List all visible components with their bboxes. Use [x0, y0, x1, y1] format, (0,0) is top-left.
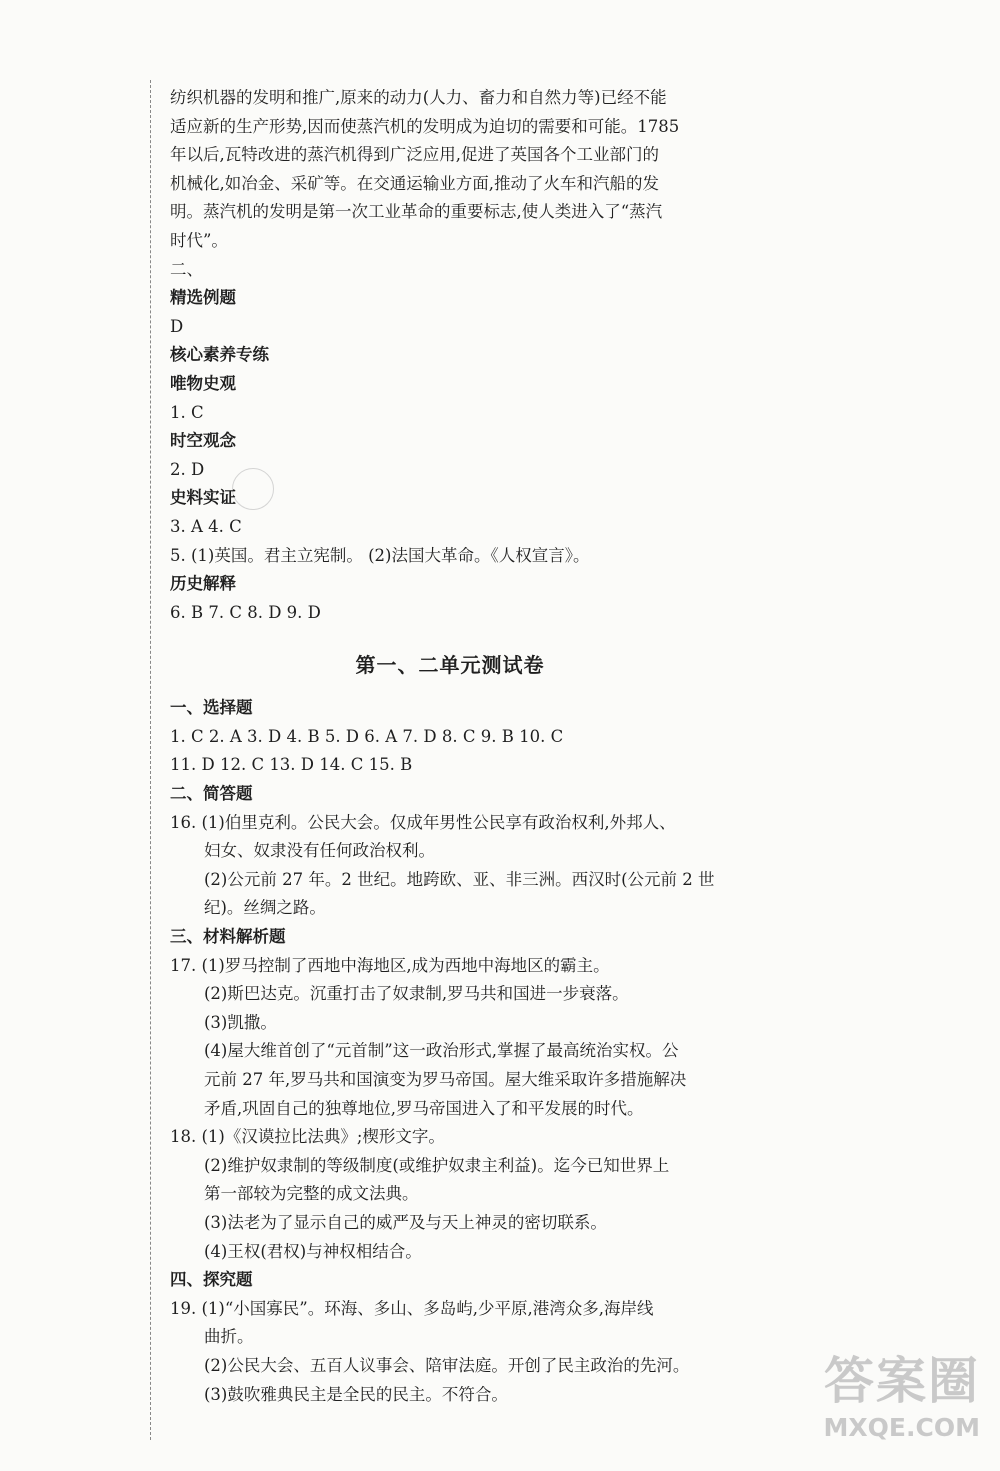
question-16: [170, 809, 730, 923]
heading-core-literacy: 核心素养专练: [170, 345, 269, 365]
text-line: 年以后,瓦特改进的蒸汽机得到广泛应用,促进了英国各个工业部门的: [170, 145, 659, 165]
choice-answers-2: 11. D 12. C 13. D 14. C 15. B: [170, 755, 413, 775]
section-two-number: 二、: [170, 259, 203, 279]
heading-selected-examples: 精选例题: [170, 288, 236, 308]
text-line: (3)鼓吹雅典民主是全民的民主。不符合。: [204, 1384, 508, 1404]
text-line: 纪)。丝绸之路。: [204, 898, 326, 918]
section-heading-inquiry: 四、探究题: [170, 1270, 253, 1290]
text-line: 17. (1)罗马控制了西地中海地区,成为西地中海地区的霸主。: [170, 955, 610, 975]
answer-materialism: 1. C: [170, 402, 204, 422]
text-line: 适应新的生产形势,因而使蒸汽机的发明成为迫切的需要和可能。1785: [170, 116, 680, 136]
page-content: [170, 84, 730, 1409]
heading-interpretation: 历史解释: [170, 574, 236, 594]
text-line: 纺织机器的发明和推广,原来的动力(人力、畜力和自然力等)已经不能: [170, 88, 667, 107]
text-line: 妇女、奴隶没有任何政治权利。: [204, 841, 435, 861]
answer-spacetime: 2. D: [170, 459, 205, 479]
text-line: (2)斯巴达克。沉重打击了奴隶制,罗马共和国进一步衰落。: [204, 984, 629, 1004]
heading-spacetime: 时空观念: [170, 431, 236, 451]
text-line: (4)屋大维首创了“元首制”这一政治形式,掌握了最高统治实权。公: [204, 1041, 679, 1061]
text-line: (2)维护奴隶制的等级制度(或维护奴隶主利益)。迄今已知世界上: [204, 1155, 670, 1175]
section-heading-short: 二、简答题: [170, 784, 253, 804]
intro-paragraph: [170, 84, 730, 256]
question-18: [170, 1123, 730, 1266]
text-line: 机械化,如冶金、采矿等。在交通运输业方面,推动了火车和汽船的发: [170, 173, 659, 193]
heading-evidence: 史料实证: [170, 488, 236, 508]
text-line: 矛盾,巩固自己的独尊地位,罗马帝国进入了和平发展的时代。: [204, 1098, 644, 1118]
site-watermark: [780, 1349, 980, 1459]
answer-examples: D: [170, 316, 184, 336]
watermark-logo-text: 答案圈: [824, 1352, 980, 1410]
section-heading-choice: 一、选择题: [170, 698, 253, 718]
heading-materialism: 唯物史观: [170, 373, 236, 393]
section-heading-material: 三、材料解析题: [170, 927, 286, 947]
text-line: (2)公民大会、五百人议事会、陪审法庭。开创了民主政治的先河。: [204, 1355, 690, 1375]
answer-interpretation: 6. B 7. C 8. D 9. D: [170, 602, 321, 622]
text-line: 曲折。: [204, 1327, 254, 1347]
text-line: 第一部较为完整的成文法典。: [204, 1184, 419, 1204]
text-line: 19. (1)“小国寡民”。环海、多山、多岛屿,少平原,港湾众多,海岸线: [170, 1298, 654, 1318]
answer-evidence-2: 5. (1)英国。君主立宪制。 (2)法国大革命。《人权宣言》。: [170, 545, 590, 565]
text-line: (3)凯撒。: [204, 1012, 277, 1032]
answer-evidence-1: 3. A 4. C: [170, 516, 242, 536]
watermark-url: MXQE.COM: [823, 1413, 980, 1442]
text-line: (4)王权(君权)与神权相结合。: [204, 1241, 422, 1261]
test-title: 第一、二单元测试卷: [355, 653, 545, 678]
text-line: 18. (1)《汉谟拉比法典》;楔形文字。: [170, 1127, 445, 1147]
text-line: (2)公元前 27 年。2 世纪。地跨欧、亚、非三洲。西汉时(公元前 2 世: [204, 869, 715, 889]
text-line: 明。蒸汽机的发明是第一次工业革命的重要标志,使人类进入了“蒸汽: [170, 202, 663, 222]
text-line: (3)法老为了显示自己的威严及与天上神灵的密切联系。: [204, 1212, 607, 1232]
text-line: 时代”。: [170, 230, 228, 250]
choice-answers-1: 1. C 2. A 3. D 4. B 5. D 6. A 7. D 8. C 9. B 10. C: [170, 726, 564, 746]
question-19: [170, 1295, 730, 1409]
text-line: 元前 27 年,罗马共和国演变为罗马帝国。屋大维采取许多措施解决: [204, 1070, 687, 1089]
text-line: 16. (1)伯里克利。公民大会。仅成年男性公民享有政治权利,外邦人、: [170, 812, 676, 832]
question-17: [170, 952, 730, 1124]
binding-dashed-line: [150, 80, 151, 1440]
